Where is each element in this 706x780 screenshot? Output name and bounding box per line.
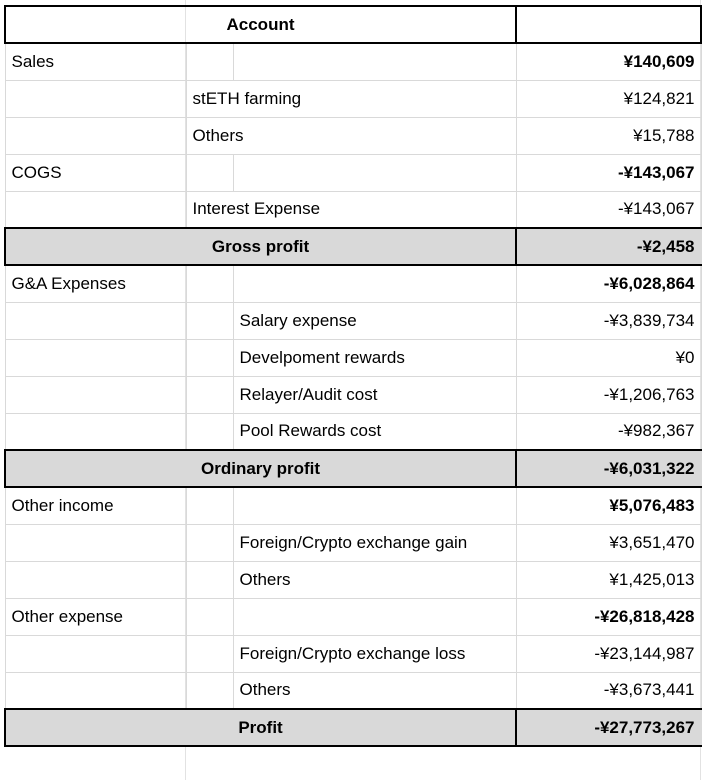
empty-cell[interactable] xyxy=(233,598,516,635)
label-cell[interactable]: Foreign/Crypto exchange gain xyxy=(233,524,516,561)
amount-cell[interactable]: ¥0 xyxy=(516,339,701,376)
label-cell[interactable]: Salary expense xyxy=(233,302,516,339)
empty-cell[interactable] xyxy=(186,302,233,339)
table-row xyxy=(5,561,701,598)
empty-cell[interactable] xyxy=(5,191,186,228)
amount-header-cell[interactable] xyxy=(516,6,701,43)
empty-cell[interactable] xyxy=(186,672,233,709)
empty-cell[interactable] xyxy=(233,43,516,80)
label-cell[interactable]: G&A Expenses xyxy=(5,265,186,302)
amount-cell[interactable]: -¥143,067 xyxy=(516,191,701,228)
amount-cell[interactable]: -¥1,206,763 xyxy=(516,376,701,413)
empty-cell[interactable] xyxy=(186,635,233,672)
empty-cell[interactable] xyxy=(5,524,186,561)
label-cell[interactable]: Pool Rewards cost xyxy=(233,413,516,450)
table-row xyxy=(5,43,701,80)
amount-cell[interactable]: -¥23,144,987 xyxy=(516,635,701,672)
label-cell[interactable]: Others xyxy=(186,117,516,154)
empty-cell[interactable] xyxy=(186,265,233,302)
amount-cell[interactable]: ¥5,076,483 xyxy=(516,487,701,524)
amount-cell[interactable]: -¥3,839,734 xyxy=(516,302,701,339)
empty-cell[interactable] xyxy=(5,80,186,117)
empty-cell[interactable] xyxy=(186,524,233,561)
empty-cell[interactable] xyxy=(233,265,516,302)
empty-cell[interactable] xyxy=(5,672,186,709)
label-cell[interactable]: Foreign/Crypto exchange loss xyxy=(233,635,516,672)
table-row xyxy=(5,413,701,450)
total-label-cell[interactable]: Gross profit xyxy=(5,228,516,265)
amount-cell[interactable]: -¥143,067 xyxy=(516,154,701,191)
empty-cell[interactable] xyxy=(233,154,516,191)
empty-cell[interactable] xyxy=(186,43,233,80)
empty-cell[interactable] xyxy=(186,413,233,450)
table-row xyxy=(5,117,701,154)
empty-cell[interactable] xyxy=(5,302,186,339)
total-label-cell[interactable]: Profit xyxy=(5,709,516,746)
table-row xyxy=(5,265,701,302)
empty-cell[interactable] xyxy=(186,598,233,635)
table-row xyxy=(5,302,701,339)
label-cell[interactable]: COGS xyxy=(5,154,186,191)
total-label-cell[interactable]: Ordinary profit xyxy=(5,450,516,487)
label-cell[interactable]: Others xyxy=(233,561,516,598)
empty-cell[interactable] xyxy=(5,561,186,598)
amount-cell[interactable]: -¥3,673,441 xyxy=(516,672,701,709)
amount-cell[interactable]: ¥3,651,470 xyxy=(516,524,701,561)
amount-cell[interactable]: -¥982,367 xyxy=(516,413,701,450)
total-amount-cell[interactable]: -¥2,458 xyxy=(516,228,701,265)
account-header-cell[interactable]: Account xyxy=(5,6,516,43)
amount-cell[interactable]: ¥15,788 xyxy=(516,117,701,154)
income-statement-table xyxy=(4,5,702,747)
table-row xyxy=(5,598,701,635)
empty-cell[interactable] xyxy=(186,339,233,376)
label-cell[interactable]: Other expense xyxy=(5,598,186,635)
profit-row xyxy=(5,709,701,746)
label-cell[interactable]: Develpoment rewards xyxy=(233,339,516,376)
table-row xyxy=(5,80,701,117)
label-cell[interactable]: stETH farming xyxy=(186,80,516,117)
label-cell[interactable]: Interest Expense xyxy=(186,191,516,228)
empty-cell[interactable] xyxy=(5,635,186,672)
table-row xyxy=(5,672,701,709)
amount-cell[interactable]: ¥140,609 xyxy=(516,43,701,80)
empty-cell[interactable] xyxy=(5,413,186,450)
amount-cell[interactable]: ¥1,425,013 xyxy=(516,561,701,598)
label-cell[interactable]: Other income xyxy=(5,487,186,524)
table-row xyxy=(5,376,701,413)
empty-cell[interactable] xyxy=(233,487,516,524)
table-row xyxy=(5,154,701,191)
table-row xyxy=(5,635,701,672)
empty-cell[interactable] xyxy=(186,561,233,598)
gross-profit-row xyxy=(5,228,701,265)
empty-cell[interactable] xyxy=(186,487,233,524)
label-cell[interactable]: Others xyxy=(233,672,516,709)
amount-cell[interactable]: -¥26,818,428 xyxy=(516,598,701,635)
table-row xyxy=(5,487,701,524)
table-row xyxy=(5,191,701,228)
total-amount-cell[interactable]: -¥6,031,322 xyxy=(516,450,701,487)
empty-cell[interactable] xyxy=(186,376,233,413)
empty-cell[interactable] xyxy=(5,376,186,413)
table-row xyxy=(5,524,701,561)
empty-cell[interactable] xyxy=(186,154,233,191)
label-cell[interactable]: Sales xyxy=(5,43,186,80)
total-amount-cell[interactable]: -¥27,773,267 xyxy=(516,709,701,746)
amount-cell[interactable]: -¥6,028,864 xyxy=(516,265,701,302)
table-row xyxy=(5,339,701,376)
amount-cell[interactable]: ¥124,821 xyxy=(516,80,701,117)
header-row xyxy=(5,6,701,43)
ordinary-profit-row xyxy=(5,450,701,487)
empty-cell[interactable] xyxy=(5,339,186,376)
label-cell[interactable]: Relayer/Audit cost xyxy=(233,376,516,413)
empty-cell[interactable] xyxy=(5,117,186,154)
